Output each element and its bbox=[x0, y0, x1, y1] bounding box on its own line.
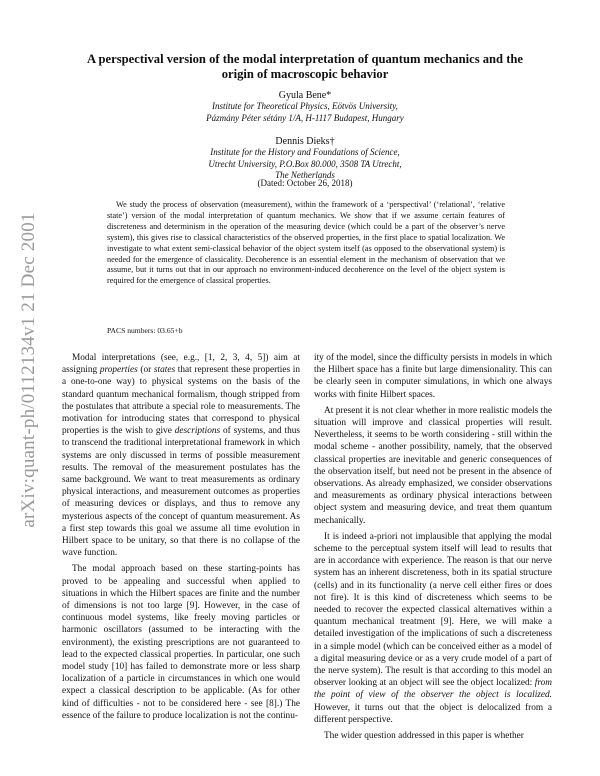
paper-date: (Dated: October 26, 2018) bbox=[257, 178, 353, 188]
paragraph: At present it is not clear whether in more realistic models the situation will improve and classical properties will result. Nevertheless, it seems to be worth considering - still within the modal scheme - another possibility, namely, that the observed classical properties are inevitable and generic consequences of the observation itself, but need not be present in the absence of observations. As already emphasized, we consider observations and measurements as ordinary physical interactions between object system and measuring device, and treat them quantum mechanically. bbox=[314, 405, 552, 526]
author-name-2: Dennis Dieks† bbox=[275, 136, 335, 147]
emphasis-text: descriptions bbox=[174, 426, 221, 437]
emphasis-text: properties bbox=[99, 365, 138, 376]
author-name-1: Gyula Bene* bbox=[278, 90, 332, 101]
body-column-right bbox=[314, 352, 552, 746]
affiliation-line: The Netherlands bbox=[275, 170, 335, 180]
emphasis-text: from the point of view of the observer the object is localized. bbox=[314, 678, 552, 701]
paragraph: It is indeed a-priori not implausible that applying the modal scheme to the perceptual system itself will lead to results that are in accordance with experience. The reason is that our nerve system has an inherent discreteness, both in its spatial structure (cells) and in its functionality (a nerve cell either fires or does not fire). It is this kind of discreteness which seems to be needed to recover the expected classical alternatives within a quantum mechanical treatment [9]. Here, we will make a detailed investigation of the implications of such a discreteness in a simple model (which can be conceived either as a model of a digital measuring device or as a very crude model of a part of the nerve system). The result is that according to this model an observer looking at an object will see the object localized: from the point of view of the observer the object is localized. However, it turns out that the object is delocalized from a different perspective. bbox=[314, 531, 552, 725]
affiliation-line: Institute for Theoretical Physics, Eötvös University, bbox=[212, 101, 398, 111]
affiliation-line: Institute for the History and Foundations of Science, bbox=[210, 147, 400, 157]
arxiv-id-text: arXiv:quant-ph/0112134v1 21 Dec 2001 bbox=[18, 212, 39, 528]
affiliation-line: Pázmány Péter sétány 1/A, H-1117 Budapest, Hungary bbox=[206, 112, 404, 123]
author-affiliation-1 bbox=[70, 101, 540, 124]
paragraph: Modal interpretations (see, e.g., [1, 2, 3, 4, 5]) aim at assigning properties (or states that represent these properties in a one-to-one way) to physical systems on the basis of the standard quantum mechanical formalism, though stripped from the postulates that attribute a special role to measurements. The motivation for introducing states that correspond to physical properties is the wish to give descriptions of systems, and thus to transcend the traditional interpretational framework in which systems are only discussed in terms of possible measurement results. The removal of the measurement postulates has the same background. We want to treat measurements as ordinary physical interactions, and measurement outcomes as properties of measuring devices or displays, and thus to remove any mysterious aspects of the concept of quantum measurement. As a first step towards this goal we assume all time evolution in Hilbert space to be unitary, so that there is no collapse of the wave function. bbox=[62, 353, 301, 559]
paragraph: The wider question addressed in this paper is whether bbox=[324, 731, 524, 742]
body-column-left bbox=[62, 352, 300, 726]
affiliation-line: Utrecht University, P.O.Box 80.000, 3508 TA Utrecht, bbox=[208, 158, 402, 169]
emphasis-text: states bbox=[153, 365, 176, 376]
paper-title: A perspectival version of the modal interpretation of quantum mechanics and the origin of macroscopic behavior bbox=[87, 52, 523, 81]
pacs-numbers: PACS numbers: 03.65+b bbox=[107, 326, 183, 335]
paragraph: The modal approach based on these starting-points has proved to be appealing and successful when applied to situations in which the Hilbert spaces are finite and the number of dimensions is not too large [9]. However, in the case of continuous model systems, like freely moving particles or harmonic oscillators (assumed to be interacting with the environment), the existing prescriptions are not guaranteed to lead to the expected classical properties. In particular, one such model study [10] has failed to demonstrate more or less sharp localization of a particle in circumstances in which one would expect a classical description to be applicable. (As for other kind of difficulties - not to be considered here - see [8].) The essence of the failure to produce localization is not the continu- bbox=[62, 564, 300, 721]
abstract: We study the process of observation (measurement), within the framework of a ‘perspectival’ (‘relational’, ‘relative state’) version of the modal interpretation of quantum mechanics. We show that if we assume certain features of discreteness and determinism in the operation of the measuring device (which could be a part of the observer’s nerve system), this gives rise to classical characteristics of the observed properties, in the first place to spatial localization. We investigate to what extent semi-classical behavior of the object system itself (as opposed to the observational system) is needed for the emergence of classicality. Decoherence is an essential element in the mechanism of observation that we assume, but it turns out that in our approach no environment-induced decoherence on the level of the object system is required for the emergence of classical properties. bbox=[107, 200, 505, 286]
arxiv-identifier-stamp bbox=[14, 190, 44, 550]
paragraph: ity of the model, since the difficulty persists in models in which the Hilbert space has a finite but large dimensionality. This can be clearly seen in computer simulations, in which one always works with finite Hilbert spaces. bbox=[314, 353, 552, 400]
